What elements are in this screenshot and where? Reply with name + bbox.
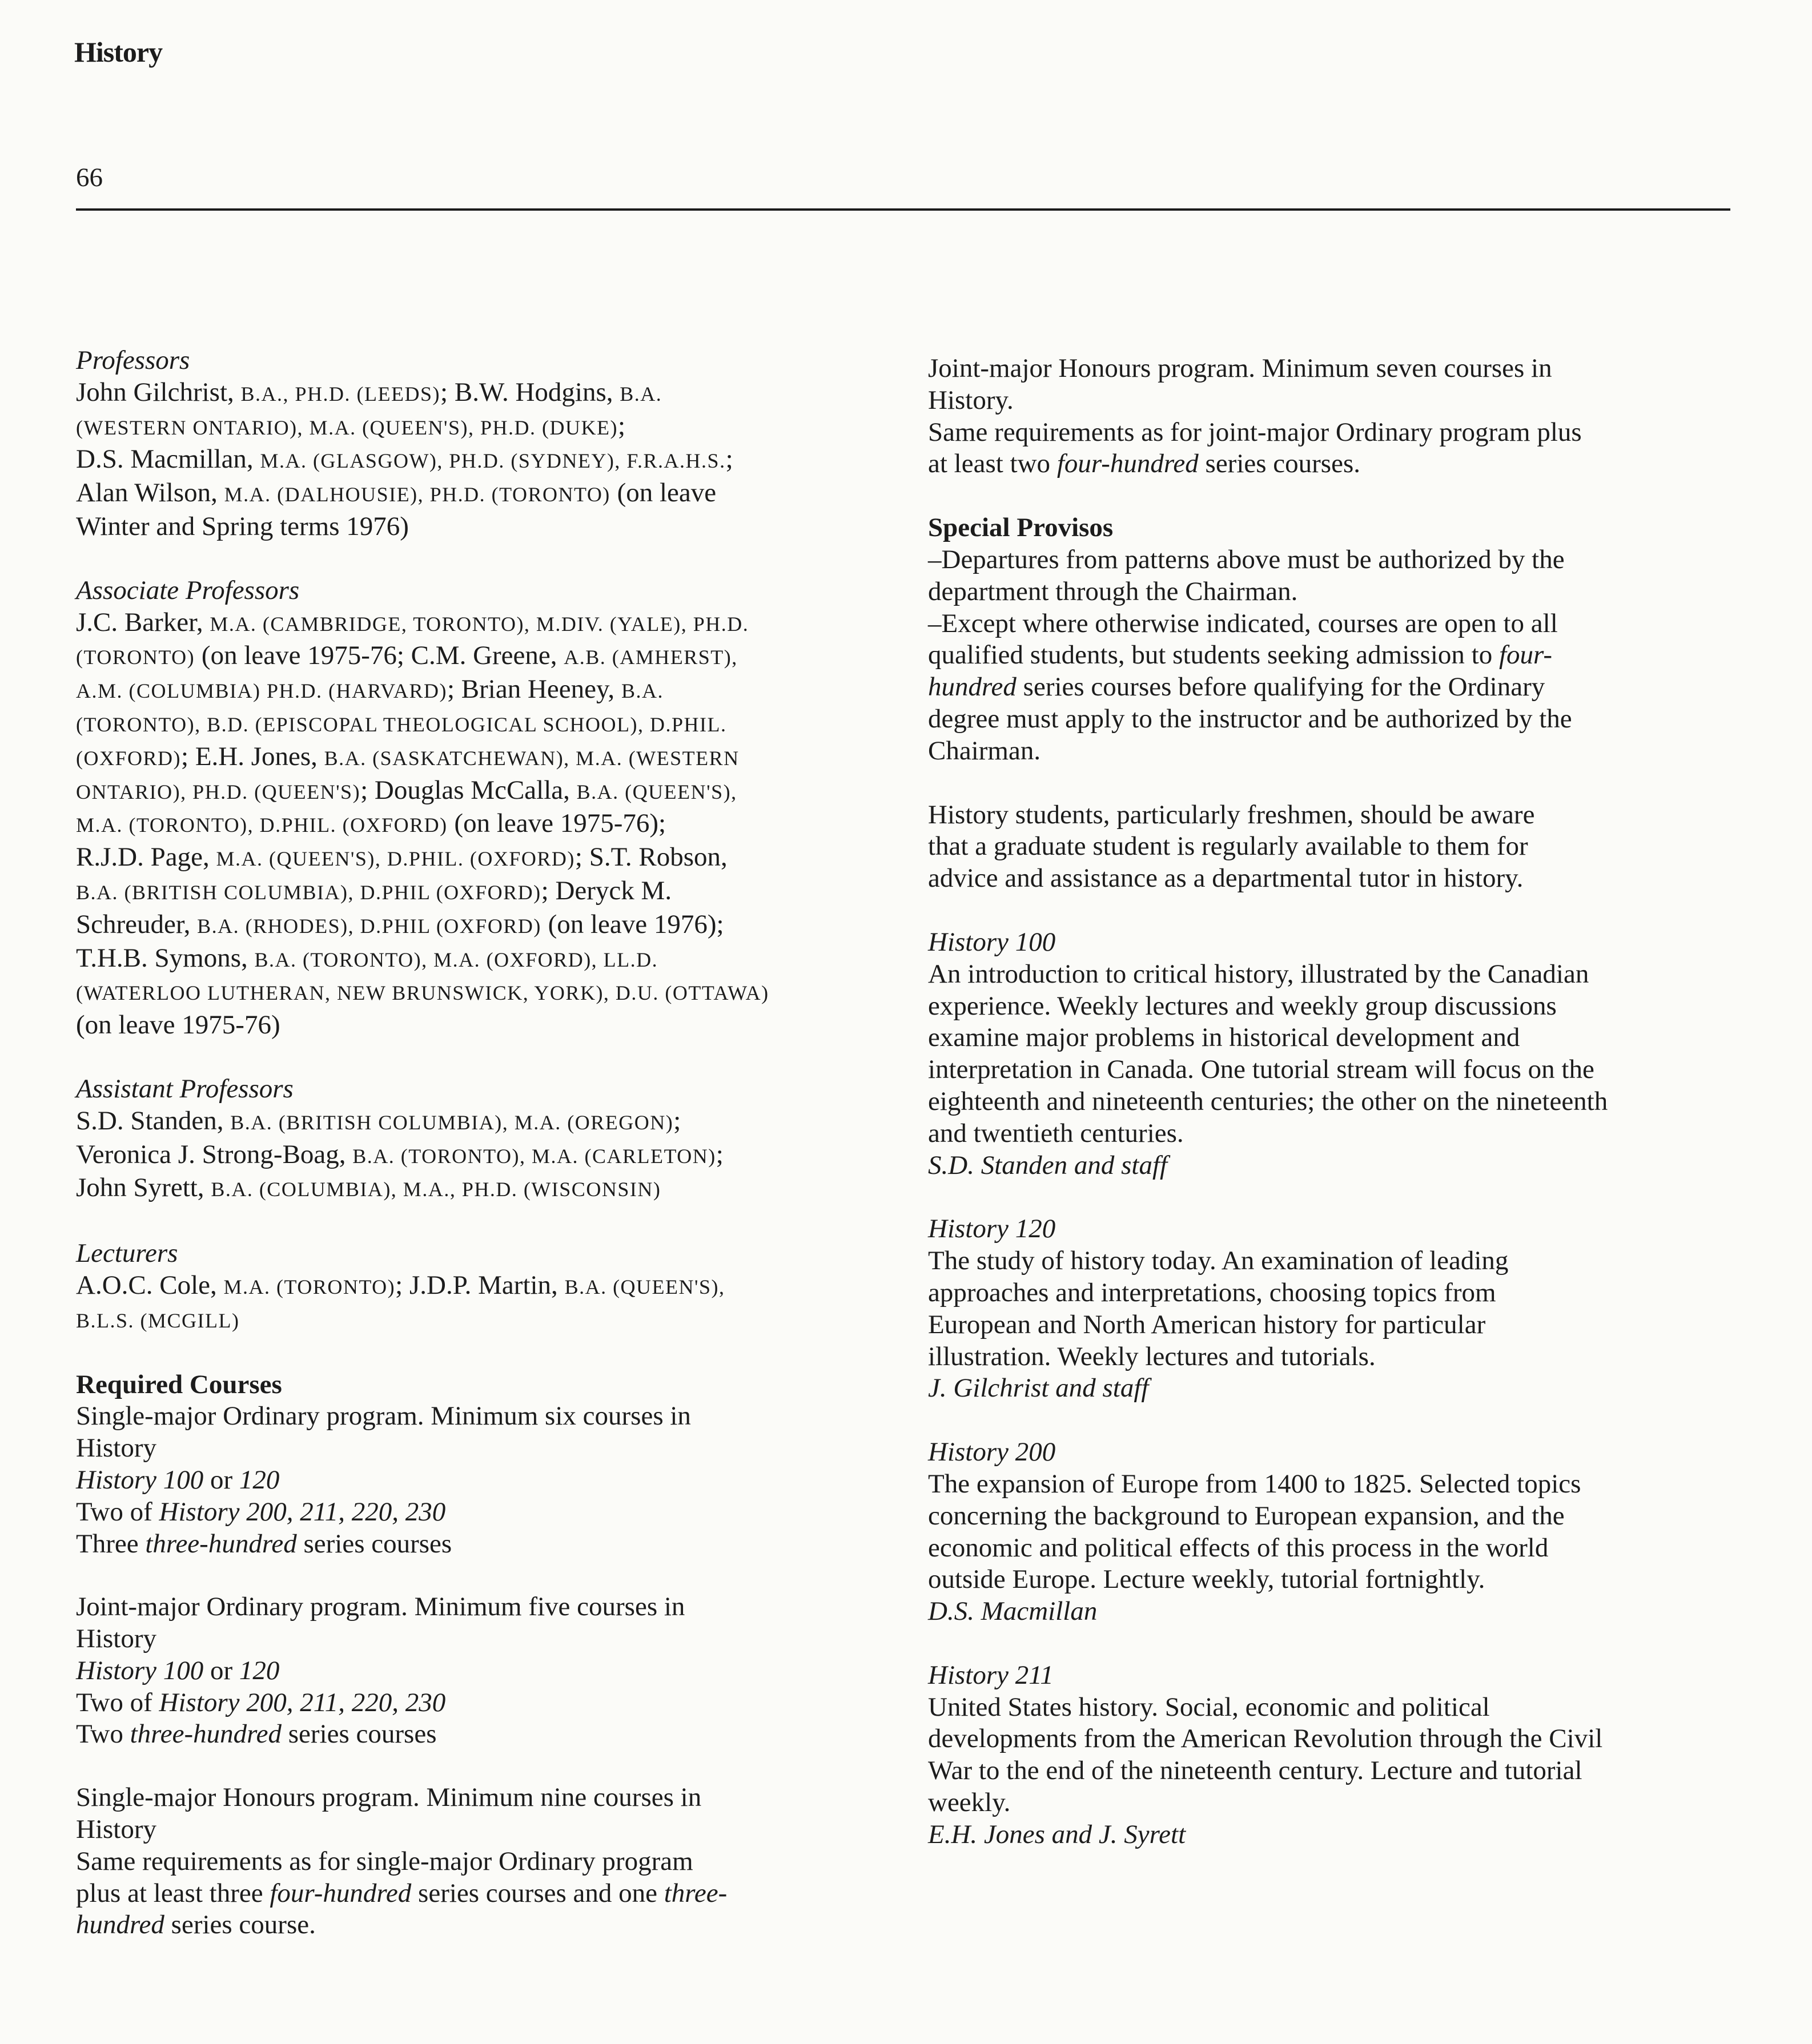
- assistant-professors-list: [76, 1105, 921, 1206]
- text-run: qualified students, but students seeking admission to: [928, 640, 1499, 670]
- text-line: [928, 831, 1727, 863]
- text-run: Two of: [76, 1687, 159, 1717]
- text-run: ; Deryck M.: [541, 875, 672, 906]
- lecturers-section: [76, 1238, 921, 1337]
- text-line: [76, 1139, 921, 1173]
- degree-text: B.A.: [620, 382, 662, 405]
- text-run: advice and assistance as a departmental tutor in history.: [928, 863, 1524, 894]
- assistant-professors-heading: Assistant Professors: [76, 1073, 294, 1104]
- degree-text: B.A., PH.D. (LEEDS): [240, 382, 441, 405]
- course-description-line: weekly.: [928, 1788, 1011, 1818]
- text-run: ;: [725, 444, 733, 474]
- italic-text: three-hundred: [145, 1528, 297, 1559]
- special-provisos-section: [928, 512, 1727, 767]
- italic-text: three-: [664, 1878, 728, 1908]
- degree-text: M.A. (TORONTO): [223, 1275, 396, 1298]
- text-run: S.D. Standen,: [76, 1105, 231, 1136]
- text-line: [76, 775, 921, 808]
- degree-text: B.A. (BRITISH COLUMBIA), M.A. (OREGON): [230, 1110, 674, 1134]
- text-run: A.O.C. Cole,: [76, 1270, 224, 1300]
- degree-text: B.A. (RHODES), D.PHIL (OXFORD): [197, 914, 541, 937]
- italic-text: History 100: [76, 1655, 204, 1685]
- text-line: [76, 808, 921, 842]
- text-run: History.: [928, 385, 1014, 415]
- text-line: [76, 1172, 921, 1206]
- text-line: [76, 1878, 921, 1910]
- text-run: Veronica J. Strong-Boag,: [76, 1139, 353, 1169]
- italic-text: four-: [1498, 640, 1553, 670]
- course-description-line: The study of history today. An examination of leading: [928, 1246, 1509, 1276]
- text-run: ; E.H. Jones,: [181, 741, 324, 771]
- degree-text: M.A. (TORONTO), D.PHIL. (OXFORD): [76, 814, 448, 837]
- text-line: [76, 1909, 921, 1941]
- text-run: series courses: [282, 1719, 437, 1749]
- text-run: Same requirements as for single-major Ordinary program: [76, 1846, 693, 1876]
- text-line: [76, 674, 921, 707]
- text-run: (on leave 1976);: [541, 909, 724, 939]
- text-run: –Departures from patterns above must be authorized by the: [928, 544, 1565, 574]
- text-line: [76, 1782, 921, 1814]
- text-line: [76, 875, 921, 909]
- text-line: [928, 448, 1727, 480]
- course-description-line: approaches and interpretations, choosing topics from: [928, 1277, 1496, 1307]
- text-run: (on leave 1975-76);: [447, 808, 666, 839]
- special-provisos-heading: Special Provisos: [928, 513, 1114, 543]
- degree-text: ONTARIO), PH.D. (QUEEN'S): [76, 780, 361, 803]
- course-description-line: and twentieth centuries.: [928, 1118, 1184, 1148]
- text-line: [76, 511, 921, 543]
- course-instructor: D.S. Macmillan: [928, 1596, 1098, 1627]
- text-line: [76, 411, 921, 444]
- degree-text: B.A. (QUEEN'S),: [576, 780, 737, 803]
- text-line: [928, 385, 1727, 417]
- degree-text: B.A. (TORONTO), M.A. (OXFORD), LL.D.: [254, 948, 658, 971]
- assistant-professors-section: [76, 1073, 921, 1206]
- course-description-line: eighteenth and nineteenth centuries; the other on the nineteenth: [928, 1086, 1608, 1116]
- text-line: [928, 799, 1727, 831]
- course-description-line: outside Europe. Lecture weekly, tutorial fortnightly.: [928, 1564, 1485, 1595]
- text-run: ; J.D.P. Martin,: [395, 1270, 565, 1300]
- professors-list: [76, 377, 921, 543]
- text-line: [76, 909, 921, 943]
- text-run: R.J.D. Page,: [76, 842, 216, 872]
- required-courses-section: [76, 1369, 921, 1942]
- text-run: series courses before qualifying for the Ordinary: [1016, 672, 1545, 702]
- text-run: that a graduate student is regularly available to them for: [928, 831, 1528, 862]
- degree-text: (WATERLOO LUTHERAN, NEW BRUNSWICK, YORK), D.U. (OTTAWA): [76, 981, 769, 1005]
- course-title: History 211: [928, 1660, 1054, 1690]
- text-run: ; B.W. Hodgins,: [440, 377, 620, 407]
- text-run: Schreuder,: [76, 909, 198, 939]
- text-run: ;: [618, 411, 626, 441]
- course-description-line: examine major problems in historical development and: [928, 1023, 1520, 1053]
- requirement-single-major-honours: [76, 1782, 921, 1941]
- text-run: department through the Chairman.: [928, 576, 1298, 606]
- lecturers-list: [76, 1270, 921, 1337]
- text-run: Alan Wilson,: [76, 478, 224, 508]
- degree-text: B.A.: [621, 679, 664, 703]
- degree-text: B.A. (COLUMBIA), M.A., PH.D. (WISCONSIN): [211, 1178, 661, 1201]
- text-line: [76, 640, 921, 674]
- text-run: plus at least three: [76, 1878, 270, 1908]
- text-run: (on leave: [610, 478, 717, 508]
- text-line: [76, 1846, 921, 1878]
- italic-text: hundred: [928, 672, 1017, 702]
- text-line: [76, 1655, 921, 1687]
- degree-text: B.A. (QUEEN'S),: [564, 1275, 725, 1298]
- text-run: Single-major Honours program. Minimum nine courses in: [76, 1783, 702, 1813]
- italic-text: hundred: [76, 1910, 164, 1940]
- text-run: History students, particularly freshmen, should be aware: [928, 799, 1535, 830]
- text-line: [76, 707, 921, 741]
- text-line: [928, 639, 1727, 671]
- text-line: [76, 741, 921, 775]
- course-entry: [928, 927, 1727, 1181]
- text-run: ; S.T. Robson,: [574, 842, 728, 872]
- text-line: [928, 703, 1727, 735]
- special-provisos-text: [928, 544, 1727, 767]
- associate-professors-section: [76, 575, 921, 1041]
- degree-text: (OXFORD): [76, 746, 182, 770]
- left-column: [76, 345, 921, 1973]
- text-run: ; Douglas McCalla,: [360, 775, 577, 805]
- text-run: –Except where otherwise indicated, courses are open to all: [928, 608, 1558, 638]
- degree-text: A.M. (COLUMBIA) PH.D. (HARVARD): [76, 679, 447, 703]
- course-instructor: J. Gilchrist and staff: [928, 1373, 1149, 1403]
- degree-text: (TORONTO), B.D. (EPISCOPAL THEOLOGICAL SCHOOL), D.PHIL.: [76, 713, 727, 736]
- text-run: ; Brian Heeney,: [447, 674, 621, 705]
- italic-text: three-hundred: [130, 1719, 282, 1749]
- associate-professors-heading: Associate Professors: [76, 575, 300, 605]
- degree-text: (TORONTO): [76, 646, 195, 669]
- text-run: series course.: [164, 1910, 316, 1940]
- course-description-line: The expansion of Europe from 1400 to 1825. Selected topics: [928, 1468, 1581, 1499]
- degree-text: M.A. (GLASGOW), PH.D. (SYDNEY), F.R.A.H.S.: [260, 449, 726, 473]
- text-line: [76, 1401, 921, 1433]
- text-line: [76, 1009, 921, 1041]
- text-line: [76, 444, 921, 477]
- requirement-single-major-ordinary: [76, 1401, 921, 1560]
- degree-text: A.B. (AMHERST),: [564, 646, 738, 669]
- italic-text: four-hundred: [1056, 449, 1199, 479]
- degree-text: B.A. (SASKATCHEWAN), M.A. (WESTERN: [324, 746, 740, 770]
- text-run: at least two: [928, 449, 1057, 479]
- course-title: History 200: [928, 1437, 1056, 1467]
- text-line: [928, 353, 1727, 385]
- text-line: [928, 576, 1727, 608]
- course-description-line: European and North American history for particular: [928, 1309, 1486, 1339]
- text-run: Two: [76, 1719, 130, 1749]
- text-run: T.H.B. Symons,: [76, 943, 255, 973]
- course-description-line: concerning the background to European expansion, and the: [928, 1500, 1565, 1531]
- text-run: or: [203, 1655, 239, 1685]
- text-line: [76, 1464, 921, 1496]
- professors-section: [76, 345, 921, 543]
- italic-text: 120: [239, 1464, 280, 1495]
- text-run: History: [76, 1433, 156, 1463]
- text-run: Winter and Spring terms 1976): [76, 511, 409, 541]
- text-run: series courses.: [1198, 449, 1360, 479]
- text-line: [76, 477, 921, 511]
- course-description-line: illustration. Weekly lectures and tutorials.: [928, 1341, 1376, 1371]
- text-line: [76, 1433, 921, 1464]
- text-line: [76, 1687, 921, 1719]
- text-run: (on leave 1975-76; C.M. Greene,: [195, 641, 564, 671]
- text-run: Two of: [76, 1496, 159, 1527]
- text-line: [76, 976, 921, 1009]
- text-line: [76, 1719, 921, 1751]
- text-line: [928, 671, 1727, 703]
- text-line: [928, 544, 1727, 576]
- text-line: [76, 943, 921, 976]
- professors-heading: Professors: [76, 345, 190, 375]
- course-description-line: economic and political effects of this process in the world: [928, 1532, 1549, 1563]
- text-run: ;: [716, 1139, 724, 1169]
- text-run: degree must apply to the instructor and be authorized by the: [928, 703, 1572, 734]
- text-run: History: [76, 1814, 156, 1845]
- text-run: Joint-major Honours program. Minimum seven courses in: [928, 353, 1552, 383]
- text-line: [76, 1496, 921, 1528]
- requirement-joint-major-honours-block: [928, 353, 1727, 480]
- requirement-joint-major-honours: [928, 353, 1727, 480]
- degree-text: M.A. (CAMBRIDGE, TORONTO), M.DIV. (YALE), PH.D.: [210, 612, 749, 635]
- right-column: [928, 353, 1727, 1883]
- degree-text: M.A. (DALHOUSIE), PH.D. (TORONTO): [224, 483, 610, 506]
- text-line: [76, 842, 921, 875]
- course-title: History 120: [928, 1214, 1056, 1244]
- requirement-joint-major-ordinary: [76, 1591, 921, 1751]
- degree-text: B.A. (TORONTO), M.A. (CARLETON): [352, 1144, 716, 1168]
- text-run: John Gilchrist,: [76, 377, 241, 407]
- degree-text: M.A. (QUEEN'S), D.PHIL. (OXFORD): [216, 847, 575, 871]
- text-line: [76, 1591, 921, 1623]
- header-rule: [76, 208, 1730, 211]
- text-line: [76, 1105, 921, 1139]
- required-courses-heading: Required Courses: [76, 1369, 282, 1399]
- course-entry: [928, 1660, 1727, 1851]
- course-instructor: E.H. Jones and J. Syrett: [928, 1819, 1186, 1849]
- text-run: series courses: [296, 1528, 452, 1559]
- text-run: (on leave 1975-76): [76, 1010, 280, 1040]
- course-description-line: War to the end of the nineteenth century. Lecture and tutorial: [928, 1756, 1582, 1786]
- text-run: series courses and one: [411, 1878, 664, 1908]
- italic-text: History 200, 211, 220, 230: [159, 1687, 446, 1717]
- page-number: 66: [76, 163, 103, 192]
- text-run: Joint-major Ordinary program. Minimum five courses in: [76, 1592, 685, 1622]
- italic-text: History 200, 211, 220, 230: [159, 1496, 446, 1527]
- course-description-line: developments from the American Revolution through the Civil: [928, 1724, 1603, 1754]
- italic-text: 120: [239, 1655, 280, 1685]
- course-title: History 100: [928, 927, 1056, 957]
- text-line: [76, 1623, 921, 1655]
- text-line: [76, 1528, 921, 1560]
- text-line: [76, 607, 921, 641]
- text-run: Chairman.: [928, 735, 1041, 766]
- text-line: [76, 1270, 921, 1303]
- page-title: History: [74, 36, 163, 68]
- course-instructor: S.D. Standen and staff: [928, 1150, 1168, 1180]
- text-run: Three: [76, 1528, 146, 1559]
- text-run: John Syrett,: [76, 1173, 211, 1203]
- text-line: [928, 863, 1727, 895]
- text-line: [928, 417, 1727, 449]
- course-description-line: interpretation in Canada. One tutorial stream will focus on the: [928, 1055, 1594, 1085]
- course-entry: [928, 1213, 1727, 1405]
- course-entry: [928, 1437, 1727, 1628]
- text-run: History: [76, 1624, 156, 1654]
- degree-text: B.A. (BRITISH COLUMBIA), D.PHIL (OXFORD): [76, 880, 541, 904]
- italic-text: History 100: [76, 1464, 204, 1495]
- text-run: J.C. Barker,: [76, 607, 210, 637]
- lecturers-heading: Lecturers: [76, 1238, 178, 1269]
- text-run: D.S. Macmillan,: [76, 444, 260, 474]
- course-list: [928, 927, 1727, 1851]
- text-line: [76, 1814, 921, 1846]
- course-description-line: An introduction to critical history, illustrated by the Canadian: [928, 959, 1589, 989]
- tutor-note-text: [928, 799, 1727, 895]
- text-run: Single-major Ordinary program. Minimum six courses in: [76, 1401, 691, 1431]
- degree-text: B.L.S. (MCGILL): [76, 1309, 240, 1332]
- course-description-line: United States history. Social, economic and political: [928, 1692, 1490, 1722]
- tutor-note: [928, 799, 1727, 895]
- italic-text: four-hundred: [270, 1878, 412, 1908]
- text-line: [76, 377, 921, 411]
- course-description-line: experience. Weekly lectures and weekly group discussions: [928, 991, 1557, 1021]
- associate-professors-list: [76, 607, 921, 1041]
- text-run: or: [203, 1464, 239, 1495]
- degree-text: (WESTERN ONTARIO), M.A. (QUEEN'S), PH.D. (DUKE): [76, 416, 618, 439]
- text-line: [928, 735, 1727, 767]
- text-line: [928, 608, 1727, 640]
- text-line: [76, 1303, 921, 1337]
- text-run: Same requirements as for joint-major Ordinary program plus: [928, 417, 1582, 447]
- text-run: ;: [673, 1105, 681, 1136]
